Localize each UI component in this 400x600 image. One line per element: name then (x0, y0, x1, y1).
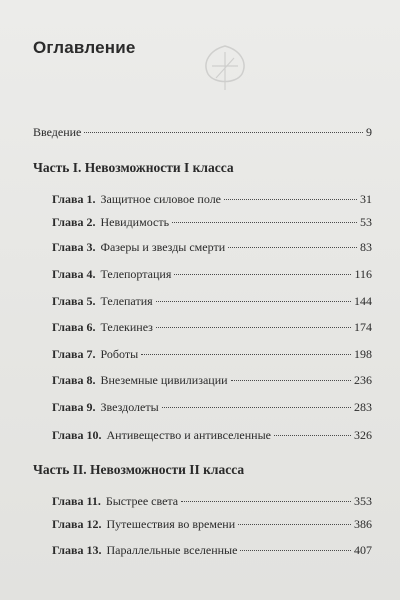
toc-page-number: 144 (354, 294, 372, 308)
toc-chapter-11[interactable] (52, 494, 372, 509)
toc-chapter-5[interactable] (52, 294, 372, 309)
dot-leader (156, 301, 351, 302)
dot-leader (224, 199, 357, 200)
toc-chapter-9[interactable] (52, 400, 372, 415)
chapter-title: Защитное силовое поле (100, 192, 222, 206)
toc-chapter-6[interactable] (52, 320, 372, 335)
chapter-title: Параллельные вселенные (106, 543, 238, 557)
dot-leader (174, 274, 351, 275)
toc-chapter-1[interactable] (52, 192, 372, 207)
toc-page-number: 407 (354, 543, 372, 557)
chapter-label: Глава 5. (52, 294, 96, 308)
toc-chapter-4[interactable] (52, 267, 372, 282)
dot-leader (172, 222, 357, 223)
chapter-label: Глава 3. (52, 240, 96, 254)
toc-entry-title: Введение (33, 125, 82, 139)
toc-chapter-13[interactable] (52, 543, 372, 558)
chapter-title: Фазеры и звезды смерти (100, 240, 226, 254)
chapter-label: Глава 10. (52, 428, 102, 442)
dot-leader (156, 327, 351, 328)
dot-leader (162, 407, 351, 408)
dot-leader (228, 247, 357, 248)
chapter-title: Путешествия во времени (106, 517, 236, 531)
toc-page-number: 116 (354, 267, 372, 281)
chapter-label: Глава 9. (52, 400, 96, 414)
toc-heading: Оглавление (33, 38, 136, 57)
dot-leader (84, 132, 363, 133)
toc-page-number: 9 (366, 125, 372, 139)
toc-page-number: 53 (360, 215, 372, 229)
chapter-label: Глава 4. (52, 267, 96, 281)
chapter-title: Невидимость (100, 215, 170, 229)
dot-leader (181, 501, 351, 502)
chapter-label: Глава 2. (52, 215, 96, 229)
toc-page-number: 236 (354, 373, 372, 387)
toc-page-number: 31 (360, 192, 372, 206)
chapter-label: Глава 13. (52, 543, 102, 557)
chapter-label: Глава 8. (52, 373, 96, 387)
dot-leader (238, 524, 351, 525)
dot-leader (240, 550, 351, 551)
chapter-title: Телепатия (100, 294, 153, 308)
chapter-title: Телекинез (100, 320, 153, 334)
toc-part-2[interactable] (33, 462, 372, 478)
dot-leader (231, 380, 351, 381)
toc-page-number: 326 (354, 428, 372, 442)
toc-part-title: Часть I. Невозможности I класса (33, 160, 234, 175)
chapter-label: Глава 6. (52, 320, 96, 334)
toc-part-title: Часть II. Невозможности II класса (33, 462, 245, 477)
chapter-title: Антивещество и антивселенные (106, 428, 271, 442)
chapter-title: Роботы (100, 347, 139, 361)
toc-page-number: 174 (354, 320, 372, 334)
toc-chapter-7[interactable] (52, 347, 372, 362)
chapter-label: Глава 12. (52, 517, 102, 531)
toc-part-1[interactable] (33, 160, 372, 176)
toc-page-number: 198 (354, 347, 372, 361)
chapter-label: Глава 7. (52, 347, 96, 361)
dot-leader (141, 354, 351, 355)
toc-chapter-10[interactable] (52, 428, 372, 443)
toc-chapter-2[interactable] (52, 215, 372, 230)
chapter-title: Звездолеты (100, 400, 159, 414)
dot-leader (274, 435, 351, 436)
chapter-label: Глава 11. (52, 494, 101, 508)
toc-page-number: 283 (354, 400, 372, 414)
chapter-title: Быстрее света (105, 494, 179, 508)
toc-chapter-12[interactable] (52, 517, 372, 532)
toc-page-number: 386 (354, 517, 372, 531)
toc-entry-intro[interactable] (33, 125, 372, 140)
toc-chapter-8[interactable] (52, 373, 372, 388)
toc-page-number: 353 (354, 494, 372, 508)
chapter-title: Телепортация (100, 267, 172, 281)
chapter-label: Глава 1. (52, 192, 96, 206)
chapter-title: Внеземные цивилизации (100, 373, 228, 387)
toc-chapter-3[interactable] (52, 240, 372, 255)
toc-page-number: 83 (360, 240, 372, 254)
